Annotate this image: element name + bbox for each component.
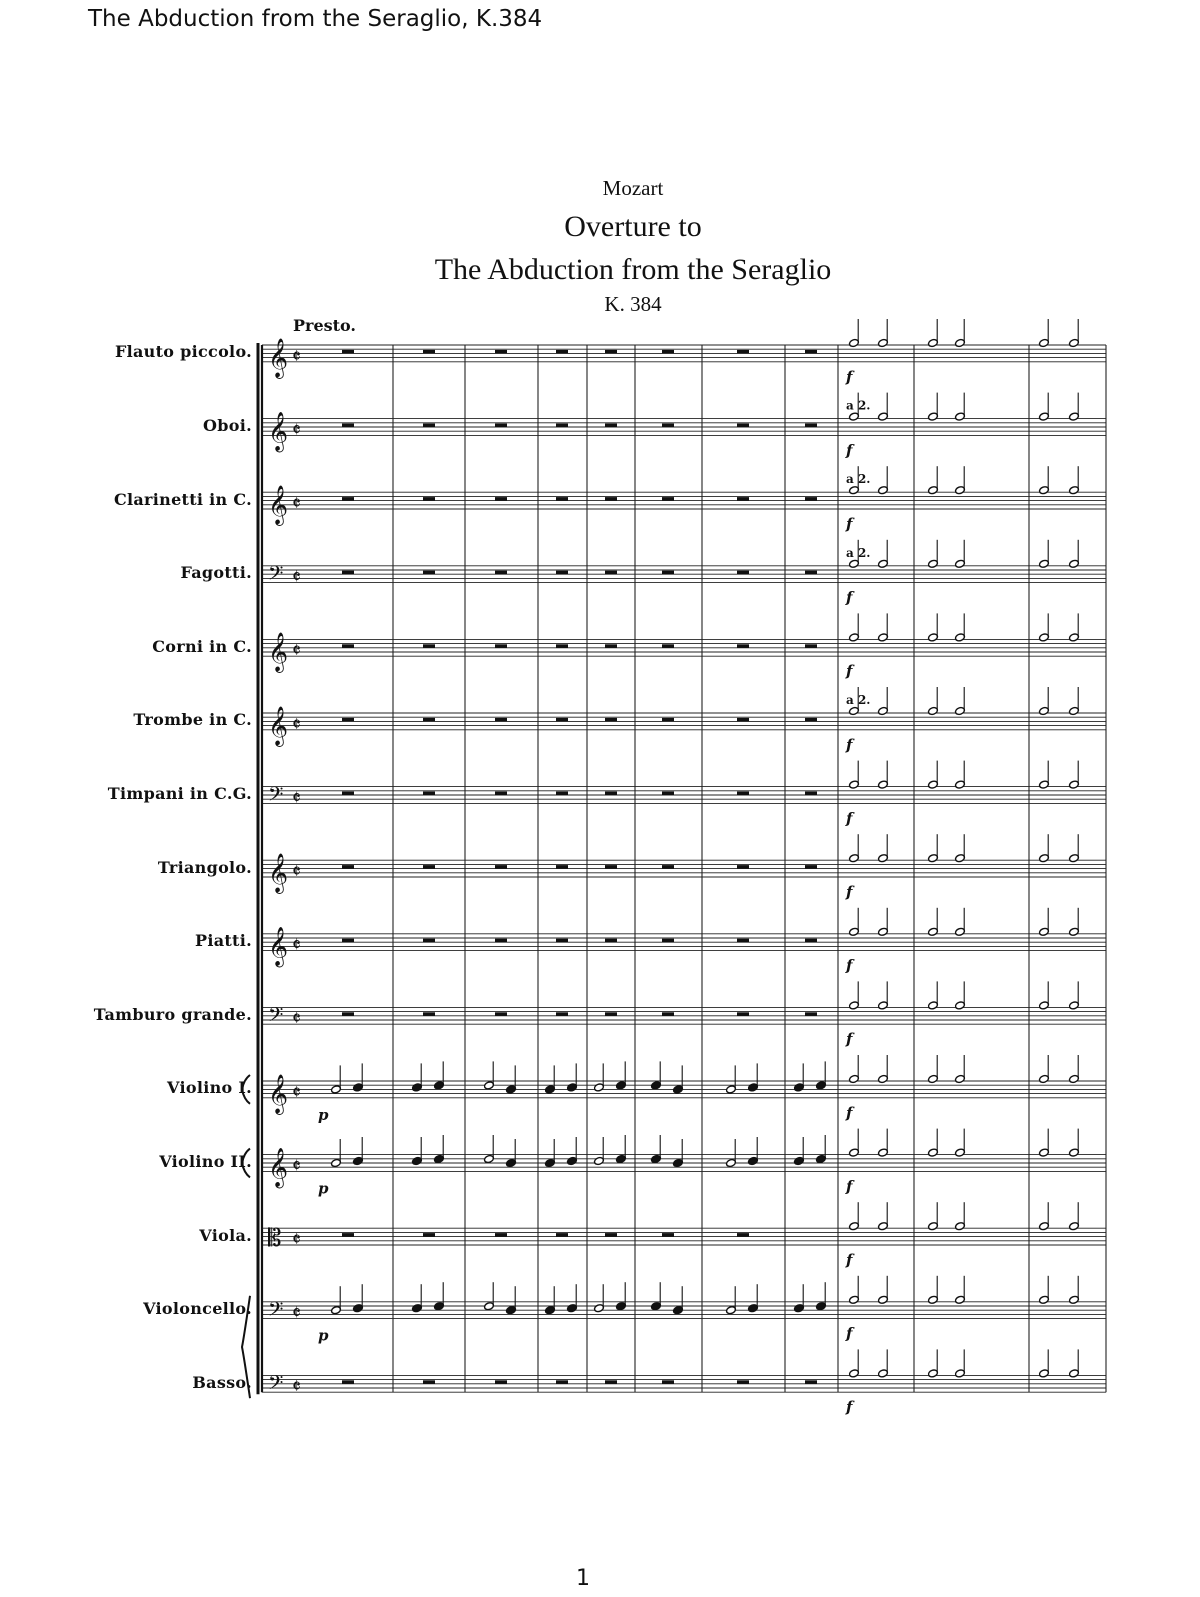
cut-time-icon: 𝄵	[292, 785, 301, 810]
alto-clef-icon: 𝄡	[268, 1224, 282, 1252]
forte-marking: f	[846, 1177, 853, 1196]
forte-marking: f	[846, 1398, 853, 1417]
whole-rest	[342, 644, 354, 648]
whole-rest	[737, 1233, 749, 1237]
whole-rest	[805, 644, 817, 648]
piano-marking: p	[318, 1326, 329, 1345]
whole-rest	[495, 497, 507, 501]
whole-rest	[495, 571, 507, 575]
brace	[242, 1075, 250, 1104]
forte-marking: f	[846, 367, 853, 386]
instrument-label: Oboi.	[203, 416, 252, 435]
whole-rest	[737, 1012, 749, 1016]
cut-time-icon: 𝄵	[292, 711, 301, 736]
whole-rest	[342, 424, 354, 428]
whole-rest	[556, 644, 568, 648]
instrument-label: Fagotti.	[180, 563, 252, 583]
whole-rest	[805, 1380, 817, 1384]
cut-time-icon: 𝄵	[292, 343, 301, 368]
whole-rest	[423, 865, 435, 869]
forte-marking: f	[846, 883, 853, 901]
whole-rest	[605, 424, 617, 428]
whole-rest	[342, 350, 354, 354]
whole-rest	[662, 939, 674, 943]
whole-rest	[423, 718, 435, 722]
treble-clef-icon: 𝄞	[268, 411, 289, 452]
brace	[242, 1149, 250, 1178]
cut-time-icon: 𝄵	[292, 1227, 301, 1251]
whole-rest	[423, 792, 435, 796]
whole-rest	[805, 939, 817, 943]
whole-rest	[605, 1380, 617, 1384]
piano-marking: p	[318, 1105, 329, 1124]
instrument-label: Tamburo grande.	[93, 1004, 252, 1024]
cut-time-icon: 𝄵	[292, 1300, 301, 1325]
whole-rest	[737, 424, 749, 428]
instrument-label: Piatti.	[194, 931, 252, 951]
cut-time-icon: 𝄵	[292, 638, 301, 663]
whole-rest	[423, 350, 435, 354]
whole-rest	[737, 792, 749, 796]
whole-rest	[495, 424, 507, 428]
forte-marking: f	[846, 515, 853, 533]
whole-rest	[342, 571, 354, 575]
forte-marking: f	[846, 588, 853, 607]
whole-rest	[495, 718, 507, 722]
whole-rest	[605, 865, 617, 869]
whole-rest	[737, 571, 749, 575]
whole-rest	[556, 571, 568, 575]
a2-marking: a 2.	[846, 472, 871, 487]
whole-rest	[342, 497, 354, 501]
whole-rest	[662, 424, 674, 428]
treble-clef-icon: 𝄞	[268, 853, 289, 893]
whole-rest	[805, 718, 817, 722]
whole-rest	[737, 497, 749, 501]
catalog-number: K. 384	[604, 292, 662, 316]
whole-rest	[605, 644, 617, 648]
whole-rest	[737, 718, 749, 722]
document-header: The Abduction from the Seraglio, K.384	[88, 6, 543, 32]
whole-rest	[556, 1012, 568, 1016]
forte-marking: f	[846, 809, 853, 828]
whole-rest	[737, 644, 749, 648]
whole-rest	[605, 571, 617, 575]
whole-rest	[423, 644, 435, 648]
whole-rest	[342, 792, 354, 796]
treble-clef-icon: 𝄞	[268, 632, 289, 673]
whole-rest	[662, 1233, 674, 1237]
whole-rest	[737, 1380, 749, 1384]
whole-rest	[556, 350, 568, 354]
cut-time-icon: 𝄵	[292, 1079, 301, 1104]
bass-clef-icon: 𝄢	[268, 782, 284, 811]
whole-rest	[805, 571, 817, 575]
whole-rest	[556, 865, 568, 869]
whole-rest	[495, 865, 507, 869]
whole-rest	[342, 718, 354, 722]
whole-rest	[605, 939, 617, 943]
instrument-label: Clarinetti in C.	[113, 489, 252, 509]
whole-rest	[662, 792, 674, 796]
forte-marking: f	[846, 1103, 853, 1122]
cut-time-icon: 𝄵	[292, 859, 301, 883]
whole-rest	[737, 939, 749, 943]
whole-rest	[342, 1012, 354, 1016]
whole-rest	[805, 1012, 817, 1016]
treble-clef-icon: 𝄞	[268, 1147, 289, 1188]
whole-rest	[662, 497, 674, 501]
forte-marking: f	[846, 1251, 853, 1269]
whole-rest	[605, 718, 617, 722]
a2-marking: a 2.	[846, 545, 871, 560]
whole-rest	[805, 424, 817, 428]
cut-time-icon: 𝄵	[292, 417, 301, 442]
whole-rest	[805, 497, 817, 501]
whole-rest	[605, 1233, 617, 1237]
whole-rest	[662, 1380, 674, 1384]
whole-rest	[495, 792, 507, 796]
instrument-label: Violino I.	[167, 1078, 252, 1098]
whole-rest	[423, 571, 435, 575]
whole-rest	[495, 1380, 507, 1384]
a2-marking: a 2.	[846, 693, 871, 707]
whole-rest	[556, 718, 568, 722]
whole-rest	[423, 939, 435, 943]
whole-rest	[662, 644, 674, 648]
whole-rest	[423, 497, 435, 501]
cut-time-icon: 𝄵	[292, 1153, 301, 1178]
whole-rest	[662, 571, 674, 575]
forte-marking: f	[846, 1324, 853, 1343]
whole-rest	[495, 350, 507, 354]
forte-marking: f	[846, 735, 853, 754]
title-line-2: The Abduction from the Seraglio	[434, 253, 832, 286]
whole-rest	[662, 350, 674, 354]
instrument-label: Trombe in C.	[133, 710, 252, 730]
a2-marking: a 2.	[846, 398, 871, 413]
instrument-label: Triangolo.	[157, 857, 252, 877]
instrument-label: Viola.	[199, 1225, 252, 1245]
whole-rest	[662, 1012, 674, 1016]
whole-rest	[556, 497, 568, 501]
whole-rest	[495, 644, 507, 648]
tempo-marking: Presto.	[293, 316, 356, 335]
cut-time-icon: 𝄵	[292, 1374, 301, 1399]
title-line-1: Overture to	[564, 210, 702, 243]
forte-marking: f	[846, 441, 853, 460]
whole-rest	[556, 792, 568, 796]
whole-rest	[342, 1380, 354, 1384]
treble-clef-icon: 𝄞	[268, 926, 289, 967]
whole-rest	[556, 424, 568, 428]
instrument-label: Violoncello.	[143, 1299, 252, 1319]
bass-clef-icon: 𝄢	[268, 1003, 284, 1032]
piano-marking: p	[318, 1179, 329, 1198]
instrument-label: Violino II.	[159, 1152, 252, 1171]
treble-clef-icon: 𝄞	[268, 705, 289, 746]
cut-time-icon: 𝄵	[292, 564, 301, 589]
composer-name: Mozart	[602, 176, 664, 200]
whole-rest	[605, 497, 617, 501]
cut-time-icon: 𝄵	[292, 1006, 301, 1031]
forte-marking: f	[846, 956, 853, 975]
cut-time-icon: 𝄵	[292, 932, 301, 957]
cut-time-icon: 𝄵	[292, 491, 301, 515]
instrument-label: Basso.	[192, 1372, 252, 1392]
instrument-label: Flauto piccolo.	[114, 342, 252, 362]
whole-rest	[605, 1012, 617, 1016]
whole-rest	[556, 1233, 568, 1237]
whole-rest	[805, 350, 817, 354]
page-number: 1	[576, 1566, 590, 1591]
instrument-label: Timpani in C.G.	[107, 784, 252, 803]
bass-clef-icon: 𝄢	[268, 1371, 284, 1400]
whole-rest	[495, 939, 507, 943]
treble-clef-icon: 𝄞	[268, 337, 289, 378]
brace	[242, 1296, 250, 1398]
bass-clef-icon: 𝄢	[268, 561, 284, 590]
whole-rest	[423, 1380, 435, 1384]
whole-rest	[662, 865, 674, 869]
whole-rest	[342, 1233, 354, 1237]
whole-rest	[423, 424, 435, 428]
whole-rest	[342, 865, 354, 869]
forte-marking: f	[846, 1030, 853, 1049]
whole-rest	[662, 718, 674, 722]
bass-clef-icon: 𝄢	[268, 1297, 284, 1326]
whole-rest	[423, 1233, 435, 1237]
whole-rest	[342, 939, 354, 943]
whole-rest	[737, 350, 749, 354]
instrument-label: Corni in C.	[152, 636, 252, 656]
forte-marking: f	[846, 662, 853, 681]
whole-rest	[805, 792, 817, 796]
whole-rest	[495, 1012, 507, 1016]
whole-rest	[605, 350, 617, 354]
whole-rest	[556, 1380, 568, 1384]
treble-clef-icon: 𝄞	[268, 485, 289, 525]
treble-clef-icon: 𝄞	[268, 1073, 289, 1114]
whole-rest	[737, 865, 749, 869]
whole-rest	[805, 865, 817, 869]
whole-rest	[605, 792, 617, 796]
whole-rest	[423, 1012, 435, 1016]
whole-rest	[556, 939, 568, 943]
whole-rest	[495, 1233, 507, 1237]
